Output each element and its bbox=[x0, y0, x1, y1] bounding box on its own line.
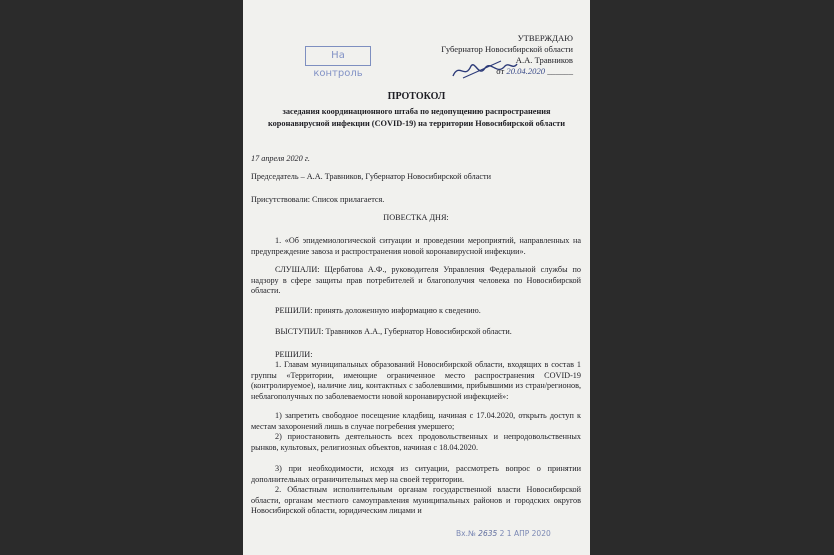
decision-2-header: РЕШИЛИ: bbox=[275, 350, 313, 359]
incoming-number: 2635 bbox=[478, 529, 498, 538]
right-background bbox=[590, 0, 834, 555]
document-page bbox=[243, 0, 590, 555]
control-stamp: На контроль bbox=[305, 46, 371, 66]
heard-paragraph: СЛУШАЛИ: Щербатова А.Ф., руководителя Управления Федеральной службы по надзору в сфере защиты прав потребителей и благополучия человека по Новосибирской области. bbox=[251, 265, 581, 296]
approval-date-prefix: от bbox=[496, 66, 505, 76]
present-line: Присутствовали: Список прилагается. bbox=[251, 195, 385, 204]
incoming-prefix: Вх.№ bbox=[456, 529, 476, 538]
document-subtitle: заседания координационного штаба по недопущению распространения коронавирусной инфекции (COVID-19) на территории Новосибирской области bbox=[267, 107, 566, 128]
paragraph-1: 1. Главам муниципальных образований Новосибирской области, входящих в состав 1 группы «Территории, имеющие ограниченное место распространения COVID-19 (контролируемое), наличие лиц, контактных с заболевшими, прибывшими из стран/регионов, неблагополучных по заболеваемости новой коронавирусной инфекцией»: bbox=[251, 360, 581, 401]
decision-1: РЕШИЛИ: принять доложенную информацию к сведению. bbox=[275, 306, 481, 315]
incoming-date: 2 1 АПР 2020 bbox=[499, 529, 551, 538]
signature-icon bbox=[449, 58, 519, 82]
agenda-item: 1. «Об эпидемиологической ситуации и проведении мероприятий, направленных на предупреждение завоза и распространения новой коронавирусной инфекции». bbox=[251, 236, 581, 256]
approval-date-underline: ______ bbox=[547, 66, 573, 76]
approval-date: 20.04.2020 bbox=[506, 66, 546, 76]
left-background bbox=[0, 0, 243, 555]
speaker-line: ВЫСТУПИЛ: Травников А.А., Губернатор Новосибирской области. bbox=[275, 327, 512, 336]
paragraph-1-1: 1) запретить свободное посещение кладбищ, начиная с 17.04.2020, открыть доступ к местам захоронений лишь в случае погребения умершего; bbox=[251, 411, 581, 431]
meeting-date: 17 апреля 2020 г. bbox=[251, 154, 310, 163]
chairman-line: Председатель – А.А. Травников, Губернатор Новосибирской области bbox=[251, 172, 491, 181]
approval-label: УТВЕРЖДАЮ bbox=[517, 33, 573, 43]
paragraph-2: 2. Областным исполнительным органам государственной власти Новосибирской области, органам местного самоуправления муниципальных районов и городских округов Новосибирской области, юридическим лицами и bbox=[251, 485, 581, 516]
paragraph-1-2: 2) приостановить деятельность всех продовольственных и непродовольственных рынков, культовых, религиозных объектов, начиная с 18.04.2020. bbox=[251, 432, 581, 452]
paragraph-1-3: 3) при необходимости, исходя из ситуации, рассмотреть вопрос о принятии дополнительных ограничительных мер на своей территории. bbox=[251, 464, 581, 484]
approval-name: А.А. Травников bbox=[515, 55, 573, 65]
agenda-header: ПОВЕСТКА ДНЯ: bbox=[383, 213, 449, 222]
document-title: ПРОТОКОЛ bbox=[387, 91, 446, 102]
incoming-stamp bbox=[456, 529, 551, 538]
approval-position: Губернатор Новосибирской области bbox=[441, 44, 573, 54]
